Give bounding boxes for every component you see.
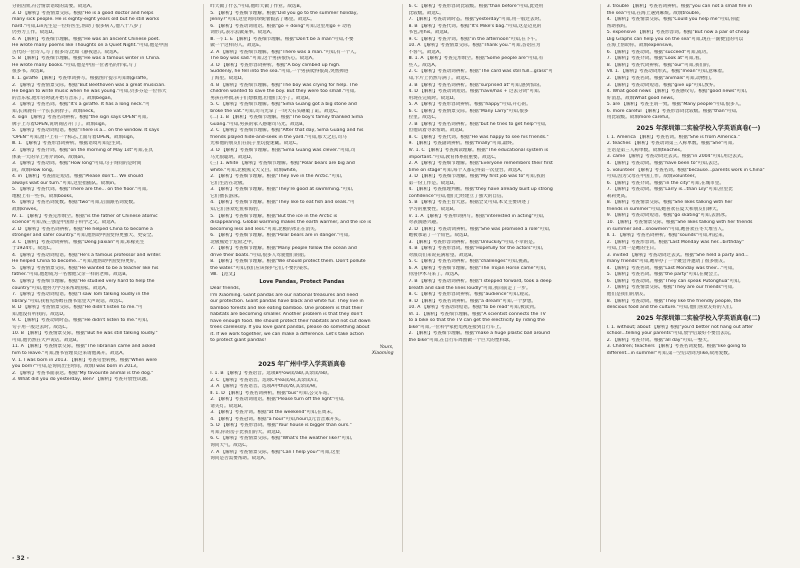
text-line: (三) 1. white 【解析】考查细节理解。根据"Polar bears are big and [210, 161, 355, 167]
text-line: Ⅱ. 1. D 【解析】考查名词辨析。根据"bus"可知,公交车站。 [210, 390, 333, 396]
text-line: 主语是第三人称单数。故填teaches。 [606, 147, 685, 153]
text-line: 3. 【解析】考查动词短语。根据"give up"可知,放弃。 [606, 82, 718, 88]
column-1 [12, 4, 195, 552]
text-line: Jenny?"可知,这里询问珍妮暑假去了哪里。故选C。 [210, 17, 315, 23]
text-line: 5. C 【解析】考查细节理解。根据"Sima Guang got a big stone and [210, 102, 357, 108]
text-line: 段。故填How long。 [12, 167, 57, 173]
text-line: 词形式,表示去做某事。故选A。 [210, 30, 275, 36]
text-line: 5. 【解析】考查动词短语。根据"There is a... on the window. It says [12, 128, 160, 134]
text-line: friends played hide-and-seek in the yard."可知,那天之后,司马 [210, 134, 347, 140]
text-line: 9. C 【解析】考查动词时态。根据"He didn't listen to me."可知, [12, 318, 149, 324]
text-line: 2. 【解析】考查情景交际。根据"But Beethoven was a great musician. [12, 82, 166, 88]
text-line: 他们是我们的朋友。 [606, 291, 649, 297]
text-line: 些人。故选A。 [408, 62, 440, 68]
text-line: 2. 【解析】考查细节理解。根据"They live in the Arctic."可知, [210, 174, 343, 180]
text-line: the sea"可知,在海上遇到麻烦。故填trouble。 [606, 10, 704, 16]
text-line: Ⅰ. 1. without; about 【解析】根据"you'd better not hang out after [606, 324, 753, 330]
text-line: 5. volunteer 【解析】考查名词。根据"because...parents work in China" [606, 167, 765, 173]
text-line: He began to write music when he was young."可知,贝多芬是一位伟大 [12, 89, 167, 95]
text-line: 好消息。故填What good news。 [606, 95, 678, 101]
text-line: 学习的重要性。故选B。 [408, 206, 458, 212]
text-line: 2. A 【解析】考查细节理解。根据"Everyone remembers their first [408, 161, 553, 167]
text-line: 7. A 【解析】考查情景交际。根据"Can I help you?"可知,这里 [210, 449, 340, 455]
essay-line: to protect giant pandas! [210, 338, 267, 344]
text-line: becoming less and less."可知,北极的冰正在消失。 [210, 226, 320, 232]
text-line: Dig Graphs can help you on the sea"可知,现在一副便宜的可以 [606, 36, 744, 42]
column-2 [203, 4, 393, 552]
text-line: 5. 【解析】考查细节理解。根据"But the ice in the Arctic is [210, 213, 338, 219]
text-line: friends in summer"可知,她喜欢在夏天和朋友们聊天。 [606, 206, 722, 212]
text-line: to a bike so that the TV can get the electricity by riding the [408, 318, 545, 324]
text-line: Ⅵ. 1. 【解析】考查细节理解。根据"A scientist connects the TV [408, 311, 546, 317]
page-number: · 32 · [12, 555, 30, 562]
text-line: children wanted to save the boy. But they were too small."可知, [210, 89, 356, 95]
text-line: different...in summer"可知,第一空后动词为like,故用复数。 [606, 350, 733, 356]
text-line: 了海里。故选D。 [210, 76, 246, 82]
text-line: 8. B 【解析】考查代词。根据"It's Mike's bag."可知,这是迈克的 [408, 23, 542, 29]
text-line: 它们擅长游泳。 [210, 193, 243, 199]
text-line: 2. C 【解析】考查语音。选项C中ea读/e/,其余读/iː/。 [210, 377, 322, 383]
text-line: the water."可知,我们应该保护它们,不要污染水。 [210, 265, 312, 271]
text-line: 故填knives。 [12, 206, 41, 212]
text-line: in summer and...snowmen"可知,她喜欢在冬天堆雪人。 [606, 226, 727, 232]
text-line: 'OPEN'"可知,窗户上有一个标志,上面写着OPEN。故填sign。 [12, 134, 138, 140]
text-line: 2. 【解析】考查动词短语。根据"Please turn off the light"可知, [210, 397, 345, 403]
text-line: 6. 【解析】考查介词。根据"in the city"可知,在城市里。 [606, 180, 724, 186]
text-line: 3. D 【解析】考查情景交际。根据"He is a good doctor and helps [12, 10, 154, 16]
section-title: 2025 年广州中学入学英语真卷 [258, 360, 346, 368]
text-line: disappearing. Global warming makes the earth warmer, and the ice is [210, 220, 372, 226]
text-line: 6. more careful 【解析】考查形容词比较级。根据"than"可知, [606, 108, 738, 114]
text-line: father."可知,他想成为一名像他父亲一样的老师。故选B。 [12, 272, 131, 278]
text-line: confidence"可知,他们已经建立了强大的自信。 [408, 193, 507, 199]
text-line: 10. 【解析】考查情景交际。根据"She likes talking with her friends [606, 219, 753, 225]
text-line: 2. C 【解析】考查细节理解。根据"After that day, Sima Guang and his [210, 128, 364, 134]
text-line: 5. A 【解析】考查形容词辨析。根据"happy"可知,开心的。 [408, 102, 531, 108]
text-line: 3. invited 【解析】考查动词过去式。根据"She held a party and... [606, 252, 749, 258]
text-line: 9. 【解析】考查动词短语。根据"go skating"可知,去滑冰。 [606, 213, 730, 219]
text-line: bike"可知,一位科学家把电视连接到自行车上。 [408, 324, 505, 330]
essay-line: Dear friends, [210, 285, 241, 291]
text-line: Ⅴ. 1. A 【解析】考查单词拼写。根据"interested in acting"可知, [408, 213, 545, 219]
text-line: many friends"可知,她举办了一个聚会并邀请了很多朋友。 [606, 259, 728, 265]
text-line: 于1924年。故选C。 [12, 246, 55, 252]
text-line: He wrote many poems like Thoughts on a Quiet Night."可知,他是中国 [12, 43, 168, 49]
text-line: 8. 【解析】考查动词。根据"They like the friendly people, the [606, 298, 742, 304]
text-line: 3. 【解析】考查动词。根据"How long"可知,句子询问的是时间 [12, 161, 142, 167]
text-line: 8. 【解析】考查代词辨析。根据"our"可知,我们的。 [606, 62, 714, 68]
text-line: 2. 【解析】考查细节理解。根据"make a huge plastic ball around [408, 331, 550, 337]
text-line: He helped China to become..."可知,他帮助中国变得更好。 [12, 259, 139, 265]
text-line: 很多书。故选B。 [12, 69, 48, 75]
text-line: He wrote many books."可知,他是中国一位著名的作家,写了 [12, 62, 138, 68]
text-line: 特洛伊木马来了。故选A。 [408, 272, 463, 278]
text-line: 用现在完成时。故选D。 [408, 95, 458, 101]
text-line: 2. 【解析】考查介词。根据"on the morning of May 1st"可知,在具 [12, 148, 154, 154]
text-line: 请关灯。故选B。 [210, 403, 246, 409]
text-line: 8. 【解析】考查细节理解。根据"We should protect them. Don't pollute [210, 259, 366, 265]
text-line: 7. B 【解析】考查名词辨析。根据"but he tries to get help"可知, [408, 121, 547, 127]
essay-line: trees carelessly. If you love giant pandas, please do something about [210, 325, 370, 331]
text-line: 询问是否需要帮助。故选A。 [210, 456, 269, 462]
text-line: 6. A 【解析】考查细节理解。根据"The Trojan Horse came"可知, [408, 265, 547, 271]
text-line: 6. 【解析】考查动词短语。根据"go + doing"可知,这里用go + 动名 [210, 23, 352, 29]
text-line: 5. B 【解析】考查细节理解。根据"He was a famous writer in China. [12, 56, 161, 62]
text-line: 马光很聪明。故选D。 [210, 154, 256, 160]
text-line: 8. C 【解析】考查代词。根据"He was happy to see his friends." [408, 134, 549, 140]
text-line: Ⅶ. 1. 【解析】考查动词形式。根据"mean"可知,意味着。 [606, 69, 727, 75]
text-line: 对表演感兴趣。 [408, 220, 441, 226]
text-line: Ⅱ. 1. giraffe 【解析】考查单词拼写。根据图片提示可知填giraffe。 [12, 76, 151, 82]
text-line: 3. trouble 【解析】考查名词辨析。根据"you can not a small fire in [606, 4, 752, 9]
text-line: Suddenly, he fell into the sea."可知,一个男孩爬得很高,突然掉进 [210, 69, 349, 75]
text-line: 男孩在呼救,孩子们想救他,但他们太小了。故选B。 [210, 95, 313, 101]
essay-line: bamboo forests and like eating bamboo. One problem is that their [210, 305, 363, 311]
text-line: 可知,因为父母在中国工作。故填volunteer。 [606, 174, 700, 180]
column-4 [600, 4, 790, 552]
text-line: Ⅳ. 1. C 【解析】考查阅读理解。根据"The educational system is [408, 148, 549, 154]
text-line: 5. expensive 【解析】考查形容词。根据"But now a pair of cheap [606, 30, 750, 36]
text-line: the bike"可知,在自行车周围做一个巨大的塑料球。 [408, 337, 514, 343]
text-columns [12, 4, 790, 552]
text-line: 6. C 【解析】考查情景交际。根据"What's the weather like?"可知, [210, 436, 353, 442]
essay-line: our protection. Giant pandas have black and white fur. They live in [210, 299, 364, 305]
text-line: 5. 【解析】考查细节理解。根据"Did you go to the summer holiday, [210, 10, 358, 16]
text-line: broke the vat."可知,司马光拿了一块大石头砸破了缸。故选C。 [210, 108, 341, 114]
text-line: 2. teaches 【解析】考查动词第三人称单数。根据"She"可知, [606, 141, 734, 147]
text-line: 7. B 【解析】考查动词辨析。根据"I stepped forward, took a deep [408, 278, 552, 284]
essay-line: it. If we work together, we can make a difference. Let's take action [210, 331, 364, 337]
text-line: 用比较级。故填more careful。 [606, 115, 673, 121]
text-line: 5. C 【解析】考查名词辨析。根据"challenges"可知,挑战。 [408, 259, 533, 265]
text-line: 她被承诺了一个角色。故选D。 [408, 233, 472, 239]
text-line: Ⅷ. 【范文】 [210, 272, 238, 278]
text-line: 5. B 【解析】考查主旨大意。根据全文可知,本文主要讲述了 [408, 200, 531, 206]
text-line: 但他试着寻求帮助。故选B。 [408, 128, 467, 134]
text-line: many sick people. He is eighty-eight years old but he still works [12, 17, 160, 23]
essay-line: I'm Xiaoming. Giant pandas are our national treasures and need [210, 292, 359, 298]
text-line: 可知,他仍然在大声说话。故选B。 [12, 337, 81, 343]
text-line: 2. A 【解析】考查细节理解。根据"There was a man."可知,有一个人。 [210, 49, 360, 55]
text-line: 牌子上写着OPEN,说明商店开门了。故填sign。 [12, 121, 110, 127]
text-line: The boy was sad."可知,这个男孩很伤心。故选A。 [210, 56, 317, 62]
text-line: 句子用一般过去时。故选C。 [12, 324, 71, 330]
text-line: 3. What did you do yesterday, Ben? 【解析】考查开放性试题。 [12, 377, 151, 383]
text-line: 2. 【解析】考查形容词。根据"Last Monday was her...birthday" [606, 239, 744, 245]
text-line: 3. 【解析】考查介词。根据"at the weekend"可知,在周末。 [210, 410, 336, 416]
text-line: 3. 【解析】考查形容词辨析。根据"Unluckily"可知,不幸的是。 [408, 239, 538, 245]
text-line: 知,卡片上仍然写满了。故选C。 [408, 76, 473, 82]
text-line: 在海上帮助你。故填expensive。 [606, 43, 677, 49]
text-line: Ⅴ. 1. I was born in 2013. 【解析】考查句型转换。根据"When were [12, 357, 157, 363]
text-line: 7. 【解析】考查动词。根据"Larry is...than Lily"可知,拉里比 [606, 187, 733, 193]
text-line: 它们生活在北极。 [210, 180, 248, 186]
text-line: 4. B 【解析】考查细节理解。根据"The boy was crying for help. The [210, 82, 358, 88]
text-line: him to leave."可知,图书管理员过来请他离开。故选A。 [12, 350, 127, 356]
text-line: 3. C 【解析】考查动词辨析。根据"Deng Jiaxian"可知,邓稼先生 [12, 239, 145, 245]
text-line: 6. 【解析】考查动词。根据"succeed"可知,成功。 [606, 49, 711, 55]
text-line: 9. 【解析】考查副词辨析。根据"finally"可知,最终。 [408, 141, 517, 147]
text-line: 4. 【解析】考查细节理解。根据"They like to eat fish and seals."可 [210, 200, 355, 206]
essay-line: habitats are becoming smaller. Another problem is that they don't [210, 312, 363, 318]
text-line: 4. in 【解析】考查固定短语。根据"Please don't... We should [12, 174, 144, 180]
text-line: 4. 【解析】考查动词。根据"have been to"可知,去过。 [606, 161, 723, 167]
text-line: 5. 【解析】考查情景交际。根据"He wanted to be a teacher like his [12, 265, 159, 271]
section-title: 2025 年深圳第二实验学校入学英语真卷(二) [636, 314, 761, 322]
text-line: 帮助我吗。 [606, 23, 630, 29]
text-line: 2. C 【解析】考查动词辨析。根据"The card was still full...grass"可 [408, 69, 553, 75]
text-line: hard."可知,Lin先生是一位好医生,帮助了很多病人,他八十八岁了 [12, 23, 143, 29]
text-line: Ⅱ. 1. 【解析】考查名词辨析。根据"sounds"可知,听起来。 [606, 233, 728, 239]
text-line: 4. What good news 【解析】考查感叹句。根据"good news"可知, [606, 89, 748, 95]
text-line: time on stage"可知,每个人都记得第一次登台。故选A。 [408, 167, 526, 173]
text-line: 2. D 【解析】考查名词辨析。根据"He helped China to become a [12, 226, 153, 232]
text-line: 知,它们喜欢吃鱼和海豹。 [210, 206, 263, 212]
text-line: 对演员们来说充满希望。故选B。 [408, 252, 476, 258]
text-line: (二) 1. B 【解析】考查细节理解。根据"The boy's family thanked Sima [210, 115, 364, 121]
text-line: 8. 【解析】考查情景交际。根据"She likes talking with her [606, 200, 733, 206]
column-3 [402, 4, 592, 552]
text-line: 莉莉更高。 [606, 193, 630, 199]
text-line: Ⅲ. 1. A 【解析】考查完形填空。根据"Some people are"可知,有 [408, 56, 544, 62]
text-line: 3. 【解析】考查细节理解。根据"They're good at swimming."可知, [210, 187, 354, 193]
text-line: 3. A 【解析】考查语音。选项A中th读/ð/,其余读/θ/。 [210, 384, 320, 390]
text-line: 分的因果,符合情景语境的需要。故选A。 [12, 4, 95, 9]
text-line: 光和他的朋友们在院子里玩捉迷藏。故选C。 [210, 141, 301, 147]
text-line: 3. D 【解析】考查细节理解。根据"My first job was to"可知,我的 [408, 174, 546, 180]
text-line: 可知,你的房子比我们的大。故选D。 [210, 429, 285, 435]
text-line: stronger and safer country."可知,他帮助中国变得更强大、更安全。 [12, 233, 156, 239]
text-line: 9. C 【解析】考查介词。根据"in the afternoon"可知,在下午。 [408, 36, 540, 42]
text-line: country"可知,他努力学习来帮助国家。故选A。 [12, 285, 110, 291]
section-title: 2025 年深圳第二实验学校入学英语真卷(一) [636, 124, 761, 132]
text-line: 做一个这样的人。故选E。 [210, 43, 264, 49]
text-line: white."可知,北极熊又大又白。故填white。 [210, 167, 301, 173]
text-line: 11. A 【解析】考查情景交际。根据"The librarian came and asked [12, 344, 156, 350]
text-line: 9. D 【解析】考查名词辨析。根据"a dream"可知,一个梦想。 [408, 298, 536, 304]
text-line: 8. C 【解析】考查形容词辨析。根据"audience"可知,观众。 [408, 292, 533, 298]
text-line: 古代的一位诗人,写了很多诗,比如《静夜思》。故选A。 [12, 49, 122, 55]
text-line: 知,长颈鹿有一个长长的脖子。故填neck。 [12, 108, 98, 114]
text-line: 2. D 【解析】考查动词辨析。根据"She was promised a role"可知, [408, 226, 551, 232]
text-line: 3. Children; teachers 【解析】考查名词复数。根据"like going to [606, 344, 747, 350]
text-line: 不客气。故选A。 [408, 49, 444, 55]
essay-title: Love Pandas, Protect Pandas [259, 278, 345, 285]
text-line: 昨天做了什么"可知,他昨天做了作业。故选B。 [210, 4, 305, 9]
text-line: 7. 【解析】考查动词短语。根据"I saw Tom talking loudly in the [12, 292, 150, 298]
text-line: 4. sign 【解析】考查名词辨析。根据"the sign says OPEN"可知, [12, 115, 148, 121]
text-line: Ⅳ. 1. 【解析】考查完形填空。根据"is the father of Chinese atomic [12, 213, 158, 219]
text-line: 5. are 【解析】考查主谓一致。根据"Many people"可知,很多人。 [606, 102, 744, 108]
text-line: 7. 【解析】考查介词。根据"Look at"可知,看。 [606, 56, 705, 62]
text-line: school...telling your parents"可知,放学后最好不要出去玩。 [606, 331, 735, 337]
text-line: 6. C 【解析】考查情景交际。根据"Many Larry"可知,很多 [408, 108, 529, 114]
text-line: 4. B 【解析】考查形容词。根据"Hopefully for the actors"可知, [408, 246, 544, 252]
text-line: 3. 【解析】考查名词。根据"It's a giraffe. It has a long neck."可 [12, 102, 150, 108]
text-line: 4. 【解析】考查冠词。根据"a hour"可知,hour以元音音素开头。 [210, 416, 344, 422]
text-line: 北极熊处于危险之中。 [210, 239, 257, 245]
text-line: 4. A 【解析】考查细节理解。根据"He was an ancient Chinese poet. [12, 36, 160, 42]
text-line: 可知,上周一是她的生日。 [606, 246, 659, 252]
text-line: 询问天气。故选C。 [210, 443, 251, 448]
text-line: 3. D 【解析】考查形容词辨析。根据"A boy climbed up high. [210, 62, 341, 68]
text-line: 2. 【解析】考查书面表达。根据"My favourite animal is the dog." [12, 370, 154, 376]
text-line: 5. D 【解析】考查形容词。根据"Your house is bigger than ours." [210, 423, 352, 429]
text-line: 7. 【解析】考查细节理解。根据"Many people follow the ocean and [210, 246, 357, 252]
text-line: 6. 【解析】考查细节理解。根据"He studied very hard to help the [12, 278, 155, 284]
text-line: drive their boats."可知,很多人驾驶他们的船。 [210, 252, 309, 258]
text-line: 地板上有一些书。故填books。 [12, 193, 77, 199]
text-line: 的音乐家,他年轻时就开始写音乐了。故填began。 [12, 95, 116, 101]
text-line: Guang."可知,男孩的家人感谢司马光。故选B。 [210, 121, 308, 127]
text-line: 书包,用his。故选B。 [408, 30, 452, 36]
text-line: 仍努力工作。故选D。 [12, 30, 57, 36]
text-line: important."可知,教育体系很重要。故选C。 [408, 154, 500, 160]
text-line: Ⅲ. 1. 【解析】考查形容词辨析。根据语境可知是生词。 [12, 141, 125, 147]
text-line: 体某一天的早上用介词on。故填on。 [12, 154, 88, 160]
text-line: 6. 【解析】考查名词复数。根据"two"可知,后面跟名词复数。 [12, 200, 138, 206]
text-line: 10. B 【解析】考查情景交际。根据"But he was still talking loudly." [12, 331, 158, 337]
text-line: 6. C 【解析】考查形容词比较级。根据"than before"可知,此处用 [408, 4, 544, 9]
text-line: 10. A 【解析】考查情景交际。根据"Thank you."可知,答语应为 [408, 43, 541, 49]
text-line: 比较级。故选C。 [408, 10, 444, 16]
text-line: 5. 【解析】考查代词。根据"There are the... on the floor."可知, [12, 187, 148, 193]
text-line: 4. 【解析】考查名词。根据"Last Monday was their..."可知。 [606, 265, 737, 271]
text-line: 8. D 【解析】考查情景交际。根据"He didn't listen to me."可 [12, 305, 143, 311]
text-line: 7. 【解析】考查情景交际。根据"They are our friends"可知, [606, 285, 734, 291]
text-line: always wait our turn."可知,这里指插队。故填in。 [12, 180, 119, 186]
essay-line: have enough food. We should protect their habitats and not cut down [210, 318, 371, 324]
text-line: 2. 【解析】考查名词。根据"animals"可知,动物们。 [606, 76, 715, 82]
text-line: 4. 【解析】考查推理判断。根据"they have already built up strong [408, 187, 553, 193]
essay-signoff: Yours, Xiaoming [371, 344, 394, 357]
text-line: Ⅰ. 1. B 【解析】考查语音。选项B中ow读/aʊ/,其余读/əʊ/。 [210, 370, 332, 376]
text-line: Ⅰ. 1. America 【解析】考查名词。根据"She is from America." [606, 134, 740, 140]
text-line: 知,他没有听我的。故选D。 [12, 311, 68, 317]
text-line: 3. B 【解析】考查名词辨析。根据"surprised at"可知,感到惊讶。 [408, 82, 545, 88]
text-line: you born?"可知,是询问出生时间。故填I was born in 2013。 [12, 364, 141, 370]
text-line: 6. 【解析】考查动词。根据"They can speak Putonghua"可知。 [606, 278, 744, 284]
text-line: 3. came 【解析】考查动词过去式。根据"in 2004"可知,用过去式。 [606, 154, 747, 160]
text-line: 3. D 【解析】考查细节理解。根据"Sima Guang was clever."可知,司 [210, 148, 356, 154]
text-line: science"可知,钱三强是中国原子科学之父。故选A。 [12, 220, 119, 226]
text-line: 10. A 【解析】考查动词短语。根据"to be read"可知,被读到。 [408, 305, 539, 311]
text-line: 4. D 【解析】考查动词短语。根据"have/has + 过去分词"可知, [408, 89, 541, 95]
text-line: 5. 【解析】考查名词。根据"the party"可知,在聚会上。 [606, 272, 723, 278]
text-line: 4. 【解析】考查情景交际。根据"Could you help me"可知,你能 [606, 17, 740, 23]
text-line: 拉里。故选C。 [408, 115, 440, 121]
text-line: 6. 【解析】考查细节理解。根据"Polar bears are in danger."可知, [210, 233, 350, 239]
text-line: 7. 【解析】考查动词时态。根据"yesterday"可知,用一般过去时。 [408, 17, 544, 23]
text-line: library."可知,我看见汤姆在图书馆里大声说话。故选C。 [12, 298, 127, 304]
text-line: delicious food and the culture."可知,他们喜欢友好的人们。 [606, 305, 736, 311]
text-line: Ⅲ. 一) 1. E 【解析】考查细节理解。根据"Don't be a man"可知,不要 [210, 36, 354, 42]
text-line: 4. 【解析】考查动词短语。根据"He's a famous professor and writer. [12, 252, 162, 258]
text-line: 2. 【解析】考查介词。根据"all day"可知,一整天。 [606, 337, 712, 343]
text-line: 第一份工作是。故选D。 [408, 180, 458, 186]
text-line: breath and said the lines loudly"可知,我向前走了一步。 [408, 285, 531, 291]
